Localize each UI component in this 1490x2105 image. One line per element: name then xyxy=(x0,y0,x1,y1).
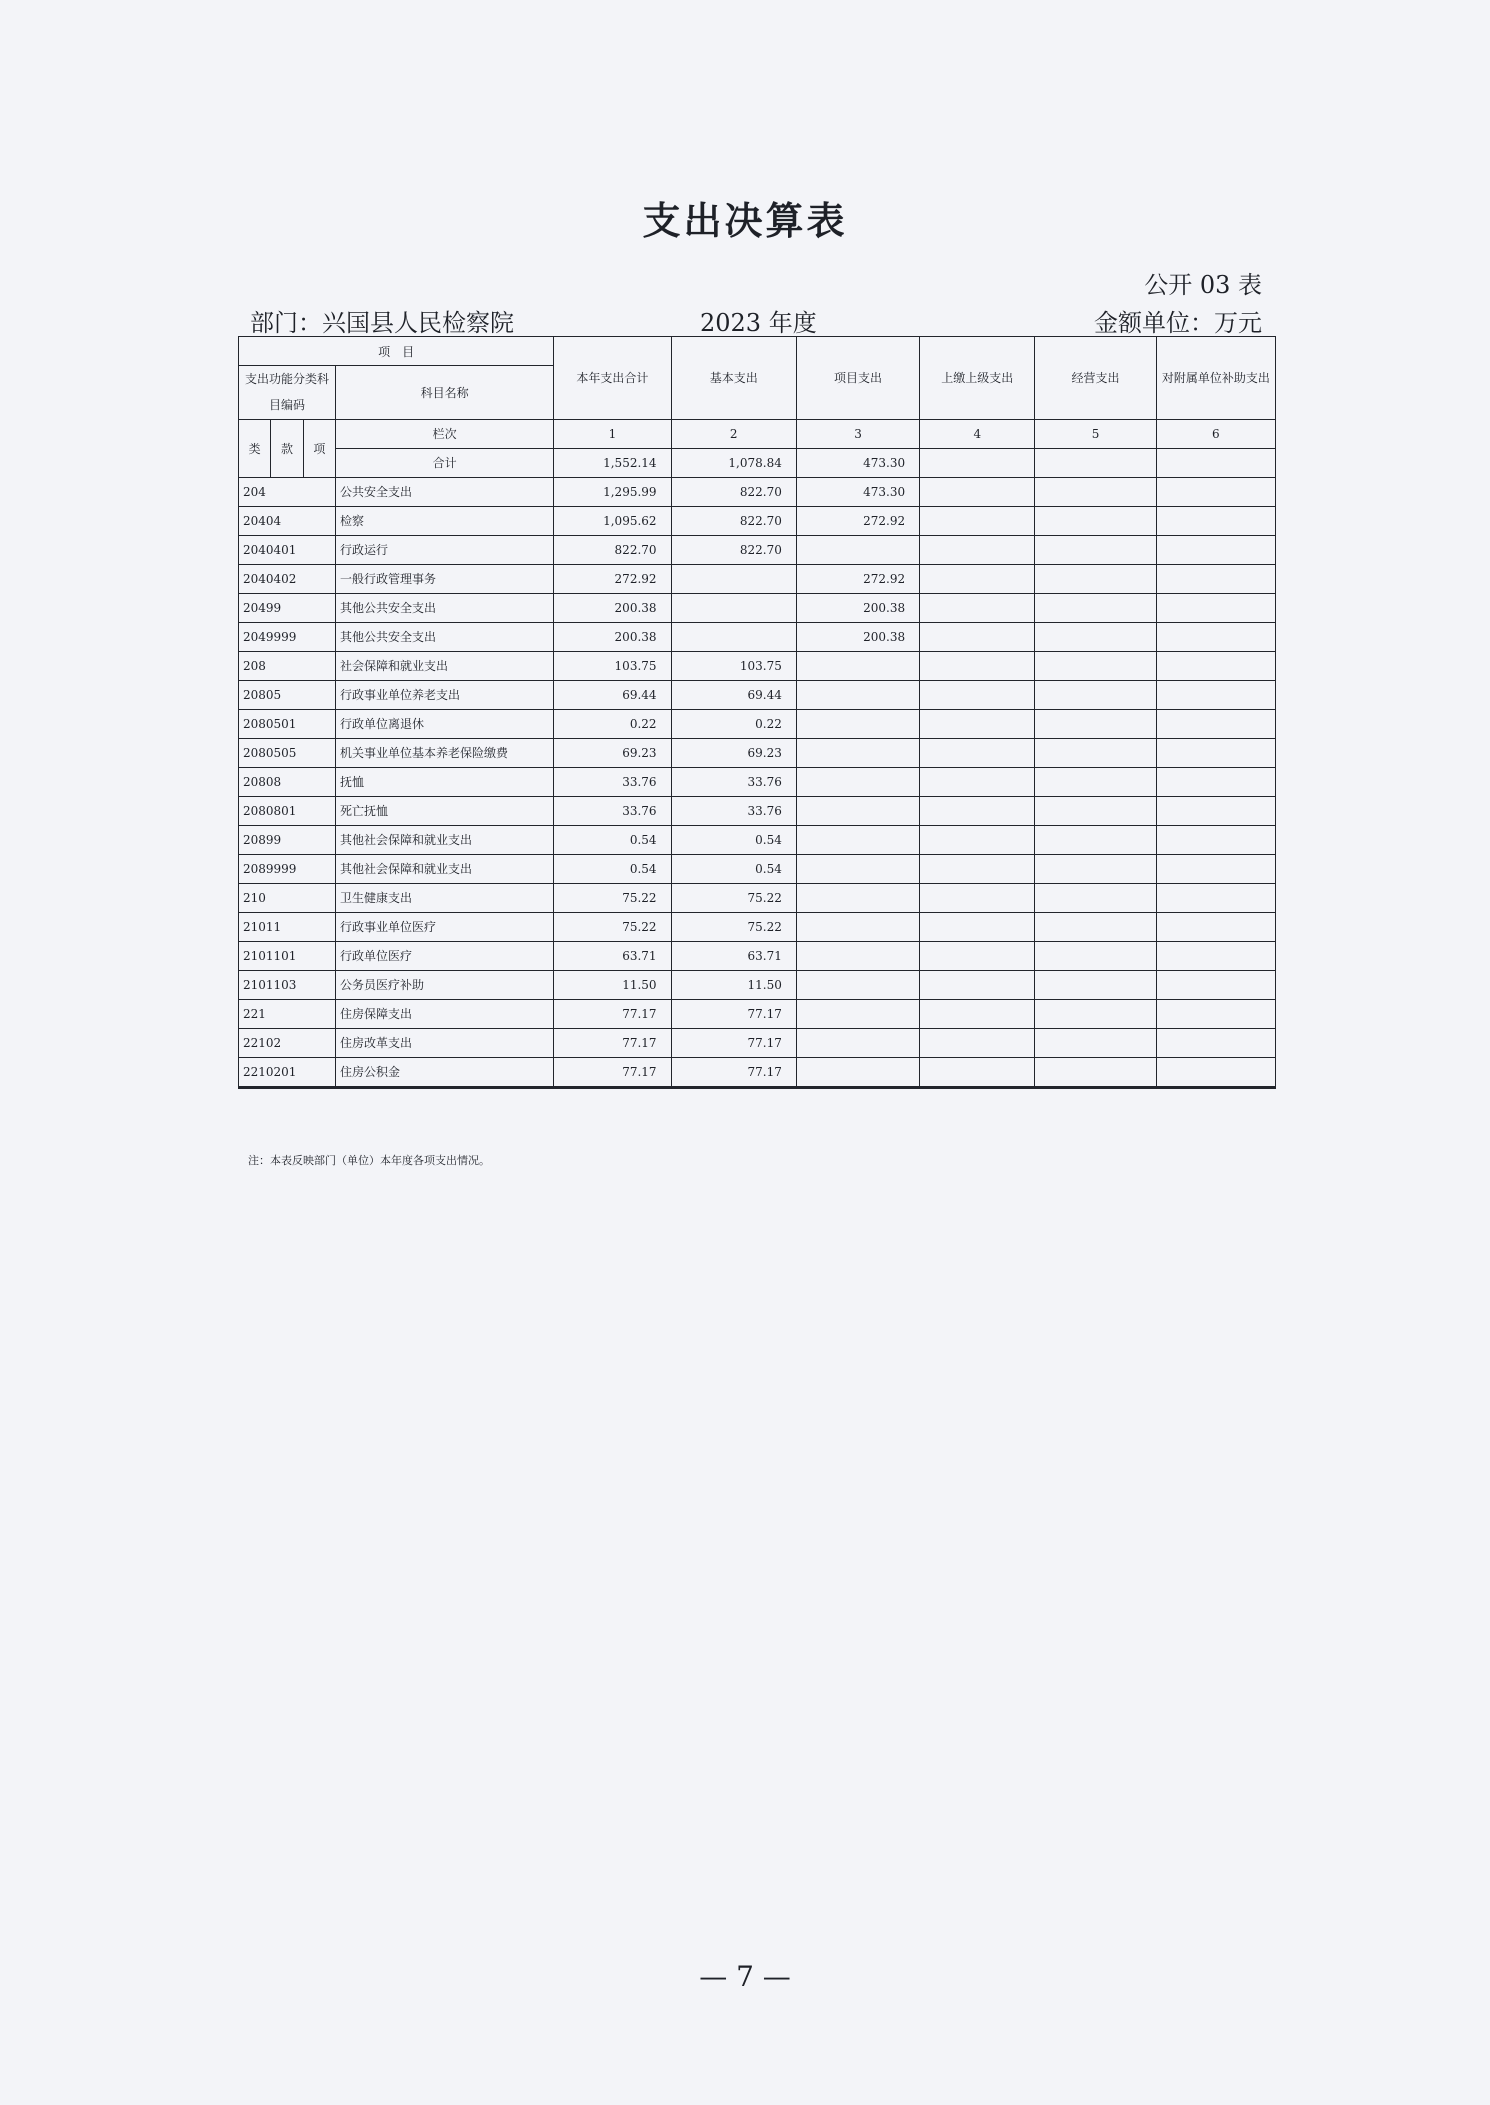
row-code: 20499 xyxy=(239,593,336,622)
row-value-1: 77.17 xyxy=(554,1028,671,1057)
row-value-6 xyxy=(1156,825,1275,854)
header-col-4: 上缴上级支出 xyxy=(920,337,1035,420)
row-code: 22102 xyxy=(239,1028,336,1057)
row-value-6 xyxy=(1156,796,1275,825)
row-value-5 xyxy=(1035,941,1156,970)
row-value-3: 473.30 xyxy=(796,477,919,506)
row-value-6 xyxy=(1156,709,1275,738)
row-value-3 xyxy=(796,709,919,738)
table-row xyxy=(239,477,1276,506)
header-col-3: 项目支出 xyxy=(796,337,919,420)
row-value-6 xyxy=(1156,564,1275,593)
row-value-3 xyxy=(796,854,919,883)
header-col-2: 基本支出 xyxy=(671,337,796,420)
row-value-1: 69.23 xyxy=(554,738,671,767)
row-value-4 xyxy=(920,738,1035,767)
row-value-5 xyxy=(1035,564,1156,593)
row-value-5 xyxy=(1035,593,1156,622)
row-value-4 xyxy=(920,883,1035,912)
row-value-5 xyxy=(1035,796,1156,825)
row-code: 20404 xyxy=(239,506,336,535)
table-row xyxy=(239,1057,1276,1087)
row-subject-name: 住房保障支出 xyxy=(335,999,553,1028)
row-value-6 xyxy=(1156,680,1275,709)
row-value-4 xyxy=(920,709,1035,738)
header-col-5: 经营支出 xyxy=(1035,337,1156,420)
table-row xyxy=(239,999,1276,1028)
row-subject-name: 死亡抚恤 xyxy=(335,796,553,825)
row-value-6 xyxy=(1156,912,1275,941)
row-subject-name: 住房公积金 xyxy=(335,1057,553,1087)
col-num-6: 6 xyxy=(1156,419,1275,448)
row-value-5 xyxy=(1035,999,1156,1028)
row-value-6 xyxy=(1156,593,1275,622)
row-code: 208 xyxy=(239,651,336,680)
row-value-2: 77.17 xyxy=(671,1057,796,1087)
row-code: 210 xyxy=(239,883,336,912)
row-value-1: 77.17 xyxy=(554,1057,671,1087)
row-value-3 xyxy=(796,651,919,680)
row-subject-name: 其他公共安全支出 xyxy=(335,622,553,651)
table-row xyxy=(239,651,1276,680)
table-row xyxy=(239,680,1276,709)
row-value-2: 0.54 xyxy=(671,854,796,883)
expenditure-table xyxy=(238,336,1276,1089)
header-subject-name: 科目名称 xyxy=(335,366,553,420)
table-row xyxy=(239,622,1276,651)
row-value-6 xyxy=(1156,1028,1275,1057)
row-subject-name: 一般行政管理事务 xyxy=(335,564,553,593)
row-value-3 xyxy=(796,535,919,564)
row-value-2: 69.44 xyxy=(671,680,796,709)
row-value-6 xyxy=(1156,738,1275,767)
row-value-6 xyxy=(1156,1057,1275,1087)
row-value-1: 200.38 xyxy=(554,622,671,651)
row-value-1: 11.50 xyxy=(554,970,671,999)
department-label: 部门：兴国县人民检察院 xyxy=(250,309,514,337)
row-value-1: 0.54 xyxy=(554,825,671,854)
row-value-4 xyxy=(920,535,1035,564)
table-row xyxy=(239,593,1276,622)
col-num-4: 4 xyxy=(920,419,1035,448)
row-value-4 xyxy=(920,651,1035,680)
row-value-4 xyxy=(920,970,1035,999)
row-code: 2080501 xyxy=(239,709,336,738)
row-value-2: 822.70 xyxy=(671,477,796,506)
table-row xyxy=(239,941,1276,970)
row-code: 2040402 xyxy=(239,564,336,593)
row-value-1: 69.44 xyxy=(554,680,671,709)
row-value-1: 75.22 xyxy=(554,912,671,941)
row-value-4 xyxy=(920,593,1035,622)
row-subject-name: 检察 xyxy=(335,506,553,535)
row-value-1: 77.17 xyxy=(554,999,671,1028)
row-value-4 xyxy=(920,622,1035,651)
row-value-1: 1,295.99 xyxy=(554,477,671,506)
row-value-5 xyxy=(1035,825,1156,854)
table-note: 注：本表反映部门（单位）本年度各项支出情况。 xyxy=(248,1154,490,1167)
row-subject-name: 行政事业单位养老支出 xyxy=(335,680,553,709)
row-value-3 xyxy=(796,883,919,912)
row-value-3 xyxy=(796,999,919,1028)
form-number: 公开 03 表 xyxy=(1144,271,1262,299)
table-row xyxy=(239,970,1276,999)
row-value-2: 33.76 xyxy=(671,796,796,825)
row-code: 20808 xyxy=(239,767,336,796)
row-value-4 xyxy=(920,999,1035,1028)
row-value-2: 822.70 xyxy=(671,535,796,564)
row-code: 21011 xyxy=(239,912,336,941)
row-value-4 xyxy=(920,1057,1035,1087)
total-value-3: 473.30 xyxy=(796,448,919,477)
row-value-6 xyxy=(1156,535,1275,564)
row-value-4 xyxy=(920,854,1035,883)
row-value-3 xyxy=(796,1057,919,1087)
row-value-1: 0.54 xyxy=(554,854,671,883)
header-code-group: 支出功能分类科目编码 xyxy=(239,366,336,420)
page-title: 支出决算表 xyxy=(642,199,848,243)
table-row xyxy=(239,1028,1276,1057)
row-value-2: 0.54 xyxy=(671,825,796,854)
row-value-5 xyxy=(1035,854,1156,883)
row-value-5 xyxy=(1035,738,1156,767)
row-value-5 xyxy=(1035,477,1156,506)
row-subject-name: 社会保障和就业支出 xyxy=(335,651,553,680)
row-value-2: 77.17 xyxy=(671,1028,796,1057)
row-value-5 xyxy=(1035,506,1156,535)
header-project: 项 目 xyxy=(239,337,554,366)
row-value-2: 0.22 xyxy=(671,709,796,738)
row-value-5 xyxy=(1035,651,1156,680)
row-value-5 xyxy=(1035,535,1156,564)
row-subject-name: 其他公共安全支出 xyxy=(335,593,553,622)
row-value-6 xyxy=(1156,477,1275,506)
row-value-4 xyxy=(920,941,1035,970)
row-code: 20805 xyxy=(239,680,336,709)
row-code: 221 xyxy=(239,999,336,1028)
row-value-2: 33.76 xyxy=(671,767,796,796)
row-value-3 xyxy=(796,825,919,854)
row-value-1: 103.75 xyxy=(554,651,671,680)
row-value-3 xyxy=(796,912,919,941)
row-value-4 xyxy=(920,477,1035,506)
row-value-4 xyxy=(920,796,1035,825)
row-value-6 xyxy=(1156,622,1275,651)
table-row xyxy=(239,912,1276,941)
row-value-2: 75.22 xyxy=(671,883,796,912)
row-value-4 xyxy=(920,825,1035,854)
row-value-3: 200.38 xyxy=(796,622,919,651)
col-num-5: 5 xyxy=(1035,419,1156,448)
row-value-2: 63.71 xyxy=(671,941,796,970)
row-value-1: 63.71 xyxy=(554,941,671,970)
row-subject-name: 住房改革支出 xyxy=(335,1028,553,1057)
table-row xyxy=(239,709,1276,738)
row-subject-name: 其他社会保障和就业支出 xyxy=(335,854,553,883)
row-value-5 xyxy=(1035,883,1156,912)
row-value-1: 272.92 xyxy=(554,564,671,593)
row-subject-name: 行政单位离退休 xyxy=(335,709,553,738)
row-value-5 xyxy=(1035,709,1156,738)
row-value-1: 33.76 xyxy=(554,767,671,796)
row-value-5 xyxy=(1035,1057,1156,1087)
total-value-4 xyxy=(920,448,1035,477)
row-value-6 xyxy=(1156,941,1275,970)
header-row-project xyxy=(239,337,1276,366)
table-row xyxy=(239,796,1276,825)
header-xiang: 项 xyxy=(303,419,335,477)
row-code: 2049999 xyxy=(239,622,336,651)
row-code: 2089999 xyxy=(239,854,336,883)
row-subject-name: 公务员医疗补助 xyxy=(335,970,553,999)
row-value-1: 33.76 xyxy=(554,796,671,825)
row-value-2: 11.50 xyxy=(671,970,796,999)
row-value-3 xyxy=(796,970,919,999)
row-code: 2210201 xyxy=(239,1057,336,1087)
row-subject-name: 卫生健康支出 xyxy=(335,883,553,912)
row-value-4 xyxy=(920,1028,1035,1057)
row-value-5 xyxy=(1035,912,1156,941)
row-value-3: 272.92 xyxy=(796,564,919,593)
row-value-3: 200.38 xyxy=(796,593,919,622)
row-value-3 xyxy=(796,796,919,825)
row-value-6 xyxy=(1156,883,1275,912)
row-value-6 xyxy=(1156,970,1275,999)
row-value-2: 75.22 xyxy=(671,912,796,941)
table-row xyxy=(239,506,1276,535)
row-value-3 xyxy=(796,738,919,767)
fiscal-year: 2023 年度 xyxy=(700,309,817,337)
row-value-1: 822.70 xyxy=(554,535,671,564)
total-label: 合计 xyxy=(335,448,553,477)
row-value-2: 69.23 xyxy=(671,738,796,767)
row-value-3: 272.92 xyxy=(796,506,919,535)
header-kuan: 款 xyxy=(271,419,303,477)
total-value-5 xyxy=(1035,448,1156,477)
row-code: 2080505 xyxy=(239,738,336,767)
row-code: 2101103 xyxy=(239,970,336,999)
row-value-6 xyxy=(1156,651,1275,680)
row-value-6 xyxy=(1156,854,1275,883)
row-code: 2080801 xyxy=(239,796,336,825)
header-col-6: 对附属单位补助支出 xyxy=(1156,337,1275,420)
row-code: 2101101 xyxy=(239,941,336,970)
row-value-1: 75.22 xyxy=(554,883,671,912)
row-value-4 xyxy=(920,912,1035,941)
total-value-1: 1,552.14 xyxy=(554,448,671,477)
row-value-4 xyxy=(920,506,1035,535)
row-value-5 xyxy=(1035,622,1156,651)
row-subject-name: 行政运行 xyxy=(335,535,553,564)
row-value-5 xyxy=(1035,1028,1156,1057)
row-value-1: 1,095.62 xyxy=(554,506,671,535)
row-value-2: 103.75 xyxy=(671,651,796,680)
col-num-2: 2 xyxy=(671,419,796,448)
row-value-4 xyxy=(920,564,1035,593)
header-row-lanci xyxy=(239,419,1276,448)
row-subject-name: 行政单位医疗 xyxy=(335,941,553,970)
page-number: — 7 — xyxy=(699,1960,791,1993)
header-col-1: 本年支出合计 xyxy=(554,337,671,420)
row-value-1: 0.22 xyxy=(554,709,671,738)
table-row xyxy=(239,738,1276,767)
row-value-6 xyxy=(1156,767,1275,796)
row-subject-name: 公共安全支出 xyxy=(335,477,553,506)
row-subject-name: 机关事业单位基本养老保险缴费 xyxy=(335,738,553,767)
table-row xyxy=(239,564,1276,593)
header-lei: 类 xyxy=(239,419,271,477)
row-value-4 xyxy=(920,767,1035,796)
row-value-4 xyxy=(920,680,1035,709)
row-value-3 xyxy=(796,680,919,709)
table-row xyxy=(239,883,1276,912)
col-num-3: 3 xyxy=(796,419,919,448)
row-code: 204 xyxy=(239,477,336,506)
row-subject-name: 行政事业单位医疗 xyxy=(335,912,553,941)
table-row xyxy=(239,535,1276,564)
table-row xyxy=(239,767,1276,796)
total-row xyxy=(239,448,1276,477)
col-num-1: 1 xyxy=(554,419,671,448)
row-subject-name: 抚恤 xyxy=(335,767,553,796)
row-value-6 xyxy=(1156,506,1275,535)
table-row xyxy=(239,825,1276,854)
row-value-3 xyxy=(796,767,919,796)
total-value-2: 1,078.84 xyxy=(671,448,796,477)
row-value-2 xyxy=(671,564,796,593)
row-value-2: 77.17 xyxy=(671,999,796,1028)
row-value-5 xyxy=(1035,970,1156,999)
row-value-5 xyxy=(1035,767,1156,796)
header-lanci: 栏次 xyxy=(335,419,553,448)
row-subject-name: 其他社会保障和就业支出 xyxy=(335,825,553,854)
row-code: 20899 xyxy=(239,825,336,854)
row-value-3 xyxy=(796,1028,919,1057)
row-value-6 xyxy=(1156,999,1275,1028)
total-value-6 xyxy=(1156,448,1275,477)
row-value-2 xyxy=(671,622,796,651)
amount-unit: 金额单位：万元 xyxy=(1094,309,1262,337)
row-value-5 xyxy=(1035,680,1156,709)
row-value-3 xyxy=(796,941,919,970)
row-code: 2040401 xyxy=(239,535,336,564)
table-row xyxy=(239,854,1276,883)
row-value-1: 200.38 xyxy=(554,593,671,622)
row-value-2: 822.70 xyxy=(671,506,796,535)
row-value-2 xyxy=(671,593,796,622)
